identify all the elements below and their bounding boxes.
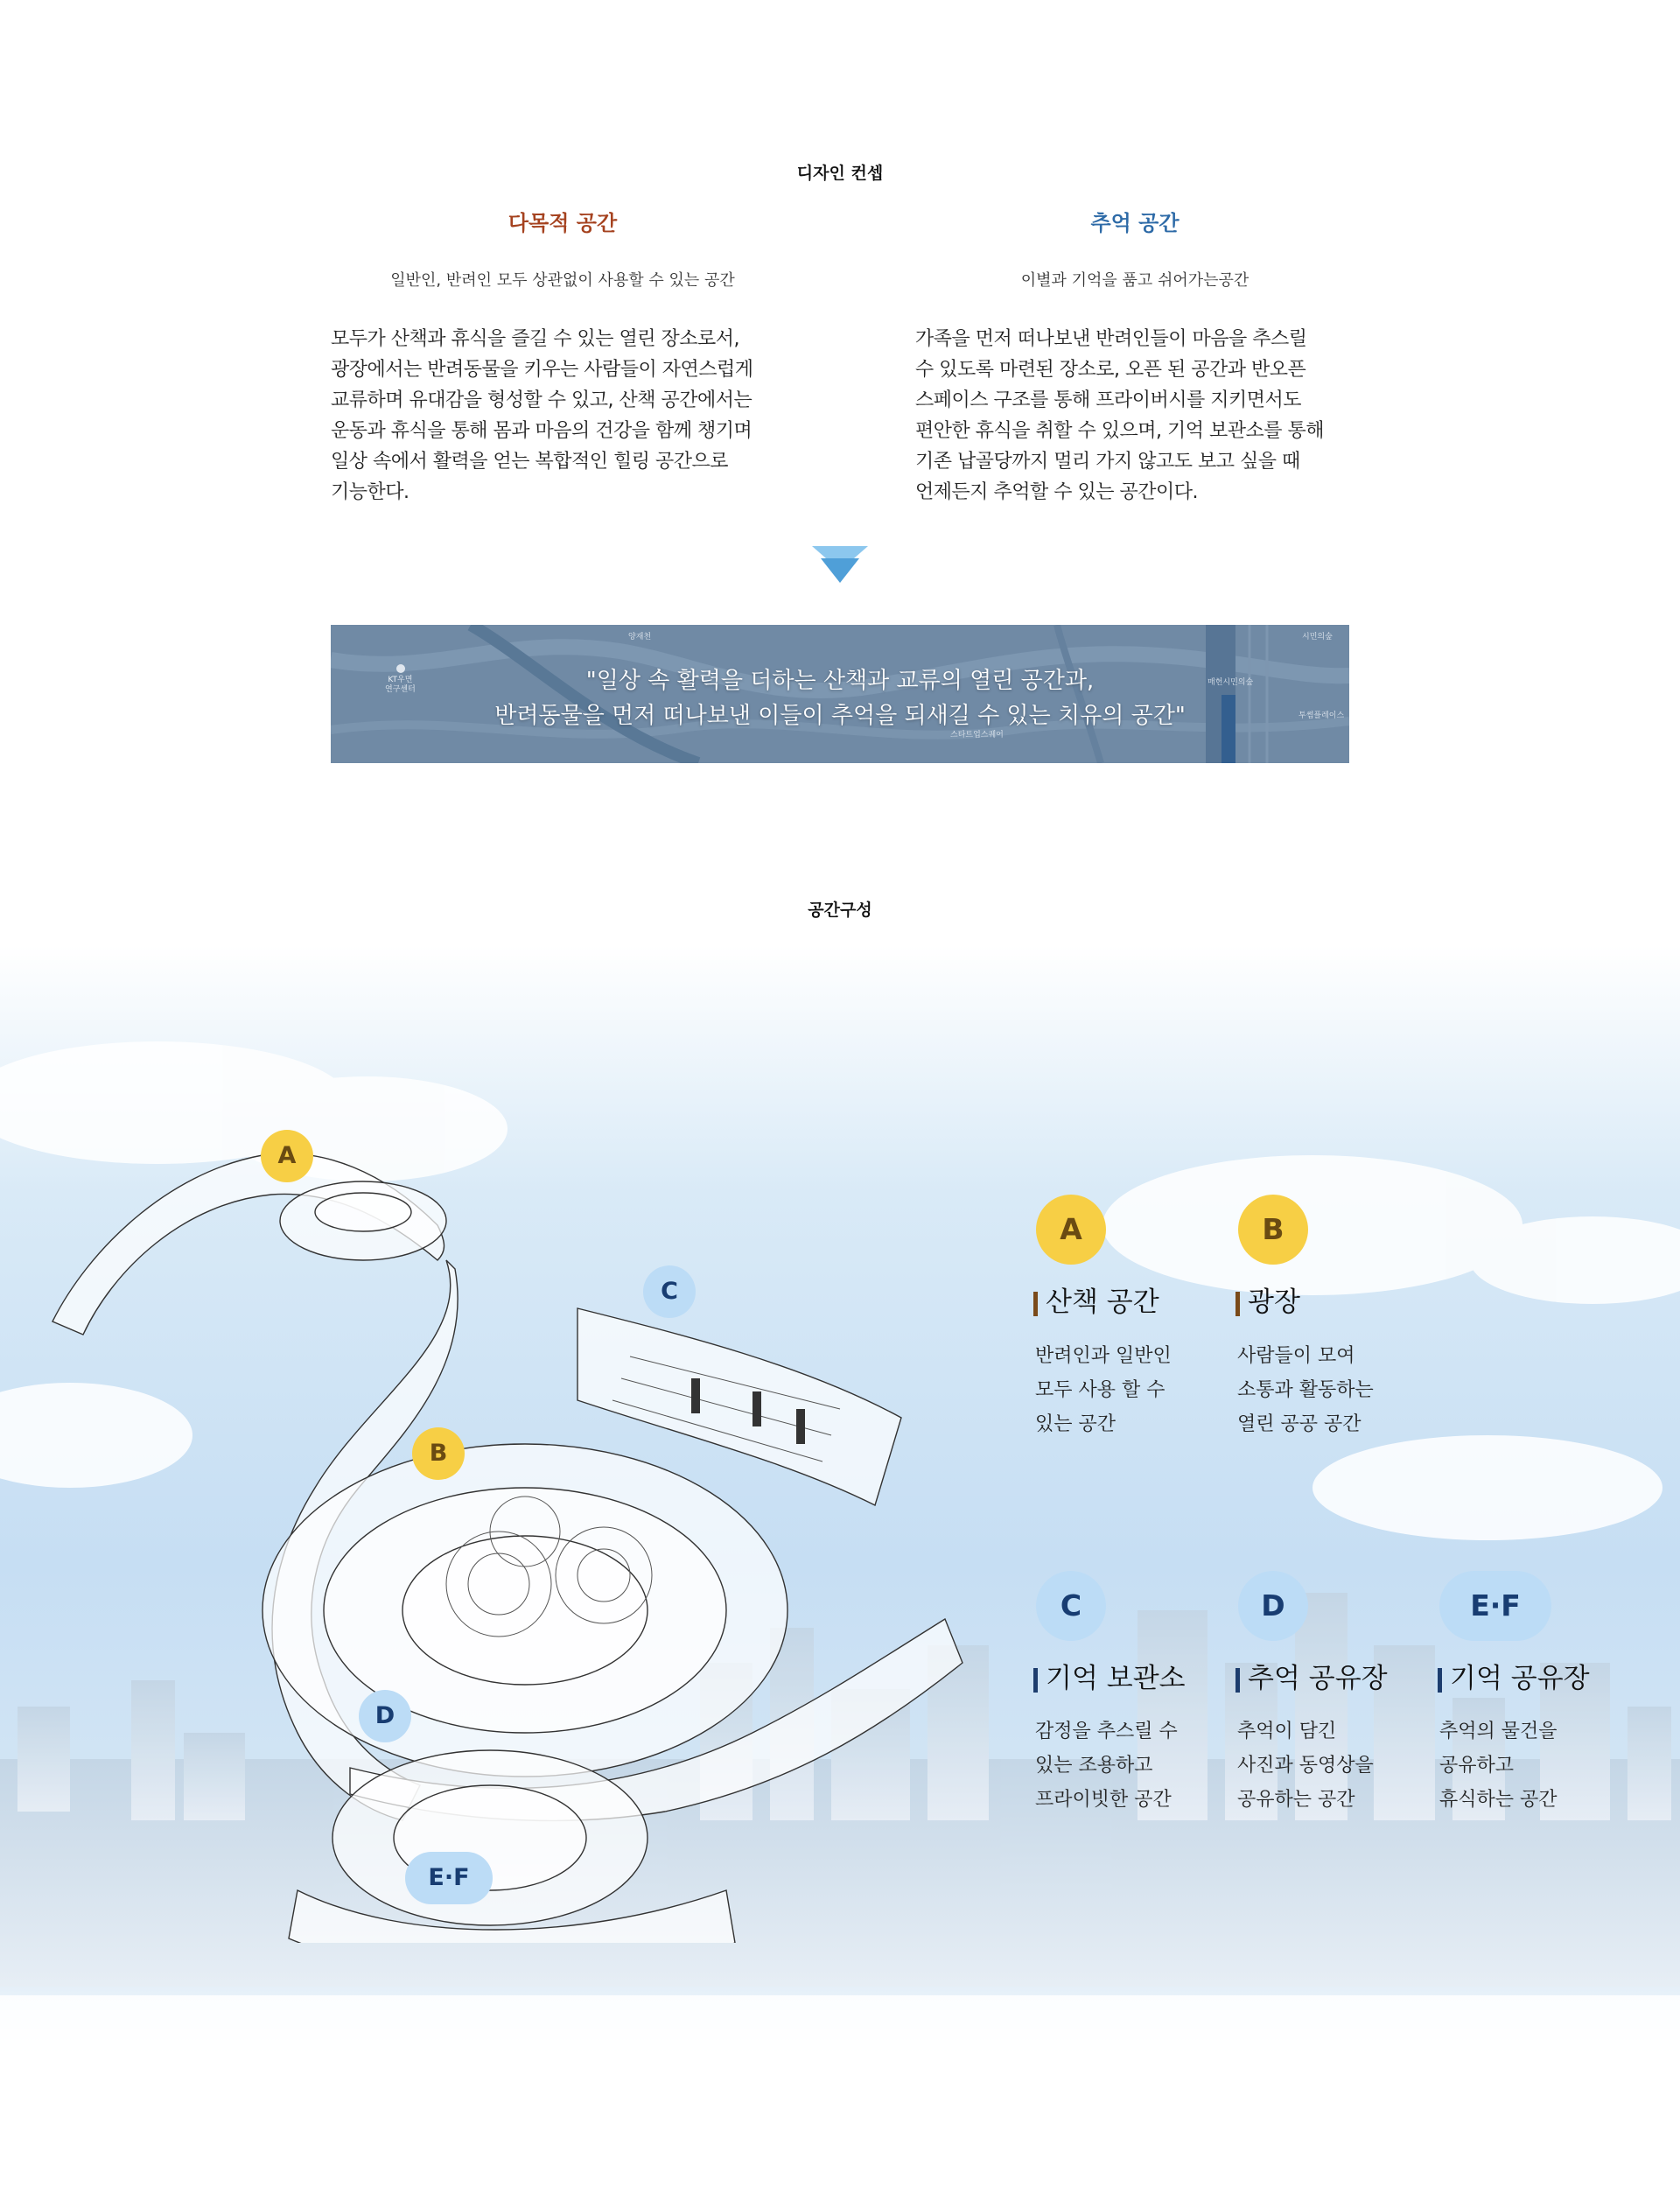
quote-line-2: 반려동물을 먼저 떠나보낸 이들이 추억을 되새길 수 있는 치유의 공간"	[494, 703, 1186, 729]
badge-b: B	[1238, 1195, 1308, 1265]
site-plan-drawing	[35, 1120, 980, 1943]
badge-a: A	[1036, 1195, 1106, 1265]
space-b-desc	[1237, 1339, 1421, 1441]
desc-line: 공유하고	[1439, 1755, 1515, 1777]
marker-b: B	[412, 1427, 465, 1480]
title-bar	[1236, 1292, 1240, 1316]
concept-title: 디자인 컨셉	[796, 164, 884, 183]
left-body-line: 광장에서는 반려동물을 키우는 사람들이 자연스럽게	[331, 359, 753, 381]
marker-c: C	[643, 1265, 696, 1318]
left-heading: 다목적 공간	[508, 211, 618, 235]
map-label-forest: 시민의숲	[1302, 633, 1333, 641]
space-ef-name: 기억 공유장	[1450, 1663, 1590, 1694]
space-a-desc	[1035, 1339, 1219, 1441]
space-c-desc	[1035, 1714, 1219, 1817]
right-body-line: 수 있도록 마련된 장소로, 오픈 된 공간과 반오픈	[915, 359, 1306, 381]
quote-line-1: "일상 속 활력을 더하는 산책과 교류의 열린 공간과,	[585, 668, 1095, 694]
map-label-stream: 양재천	[628, 633, 652, 641]
marker-ef: E·F	[405, 1852, 493, 1904]
space-c-title	[1033, 1662, 1186, 1695]
desc-line: 소통과 활동하는	[1237, 1379, 1374, 1401]
space-c-name: 기억 보관소	[1046, 1663, 1186, 1694]
left-body-line: 일상 속에서 활력을 얻는 복합적인 힐링 공간으로	[331, 451, 729, 473]
composition-title: 공간구성	[808, 901, 872, 920]
title-bar	[1438, 1668, 1442, 1693]
space-d-title	[1236, 1662, 1388, 1695]
desc-line: 사진과 동영상을	[1237, 1755, 1374, 1777]
space-ef-title	[1438, 1662, 1590, 1695]
space-d-desc	[1237, 1714, 1421, 1817]
left-subtitle: 일반인, 반려인 모두 상관없이 사용할 수 있는 공간	[390, 271, 735, 290]
space-d-name: 추억 공유장	[1248, 1663, 1388, 1694]
map-label-line: KT우면	[388, 676, 413, 684]
desc-line: 감정을 추스릴 수	[1035, 1721, 1178, 1742]
quote-text	[0, 663, 1680, 733]
desc-line: 추억의 물건을	[1439, 1721, 1558, 1742]
map-label-startup: 스타트업스퀘어	[950, 731, 1004, 740]
desc-line: 사람들이 모여	[1237, 1345, 1355, 1367]
marker-d: D	[359, 1690, 411, 1742]
right-body-line: 가족을 먼저 떠나보낸 반려인들이 마음을 추스릴	[915, 328, 1307, 350]
space-ef-desc	[1439, 1714, 1623, 1817]
right-body-line: 언제든지 추억할 수 있는 공간이다.	[915, 481, 1198, 503]
desc-line: 열린 공공 공간	[1237, 1413, 1362, 1435]
desc-line: 공유하는 공간	[1237, 1789, 1355, 1811]
right-body-line: 스페이스 구조를 통해 프라이버시를 지키면서도	[915, 389, 1302, 411]
right-subtitle: 이별과 기억을 품고 쉬어가는공간	[1020, 271, 1250, 290]
down-arrow-icon	[812, 546, 868, 583]
right-body-line: 기존 납골당까지 멀리 가지 않고도 보고 싶을 때	[915, 451, 1300, 473]
left-body-line: 운동과 휴식을 통해 몸과 마음의 건강을 함께 챙기며	[331, 420, 752, 442]
left-body-line: 모두가 산책과 휴식을 즐길 수 있는 열린 장소로서,	[331, 328, 739, 350]
badge-d: D	[1238, 1571, 1308, 1641]
title-bar	[1033, 1292, 1038, 1316]
map-label-station: 매헌시민의숲	[1208, 678, 1254, 687]
space-b-title	[1236, 1286, 1300, 1319]
title-bar	[1033, 1668, 1038, 1693]
title-bar	[1236, 1668, 1240, 1693]
space-a-title	[1033, 1286, 1159, 1319]
map-label-line: 연구센터	[385, 685, 416, 694]
right-heading: 추억 공간	[1090, 211, 1180, 235]
desc-line: 있는 조용하고	[1035, 1755, 1153, 1777]
desc-line: 반려인과 일반인	[1035, 1345, 1172, 1367]
right-body	[915, 324, 1381, 508]
desc-line: 프라이빗한 공간	[1035, 1789, 1172, 1811]
space-a-name: 산책 공간	[1046, 1286, 1159, 1318]
left-body	[331, 324, 796, 508]
space-b-name: 광장	[1248, 1286, 1300, 1318]
left-body-line: 기능한다.	[331, 481, 410, 503]
badge-c: C	[1036, 1571, 1106, 1641]
desc-line: 모두 사용 할 수	[1035, 1379, 1166, 1401]
desc-line: 추억이 담긴	[1237, 1721, 1337, 1742]
desc-line: 휴식하는 공간	[1439, 1789, 1558, 1811]
marker-a: A	[261, 1130, 313, 1182]
left-body-line: 교류하며 유대감을 형성할 수 있고, 산책 공간에서는	[331, 389, 752, 411]
desc-line: 있는 공간	[1035, 1413, 1116, 1435]
badge-ef: E·F	[1439, 1571, 1551, 1641]
map-label-cafe: 투썸플레이스	[1298, 711, 1345, 720]
right-body-line: 편안한 휴식을 취할 수 있으며, 기억 보관소를 통해	[915, 420, 1324, 442]
